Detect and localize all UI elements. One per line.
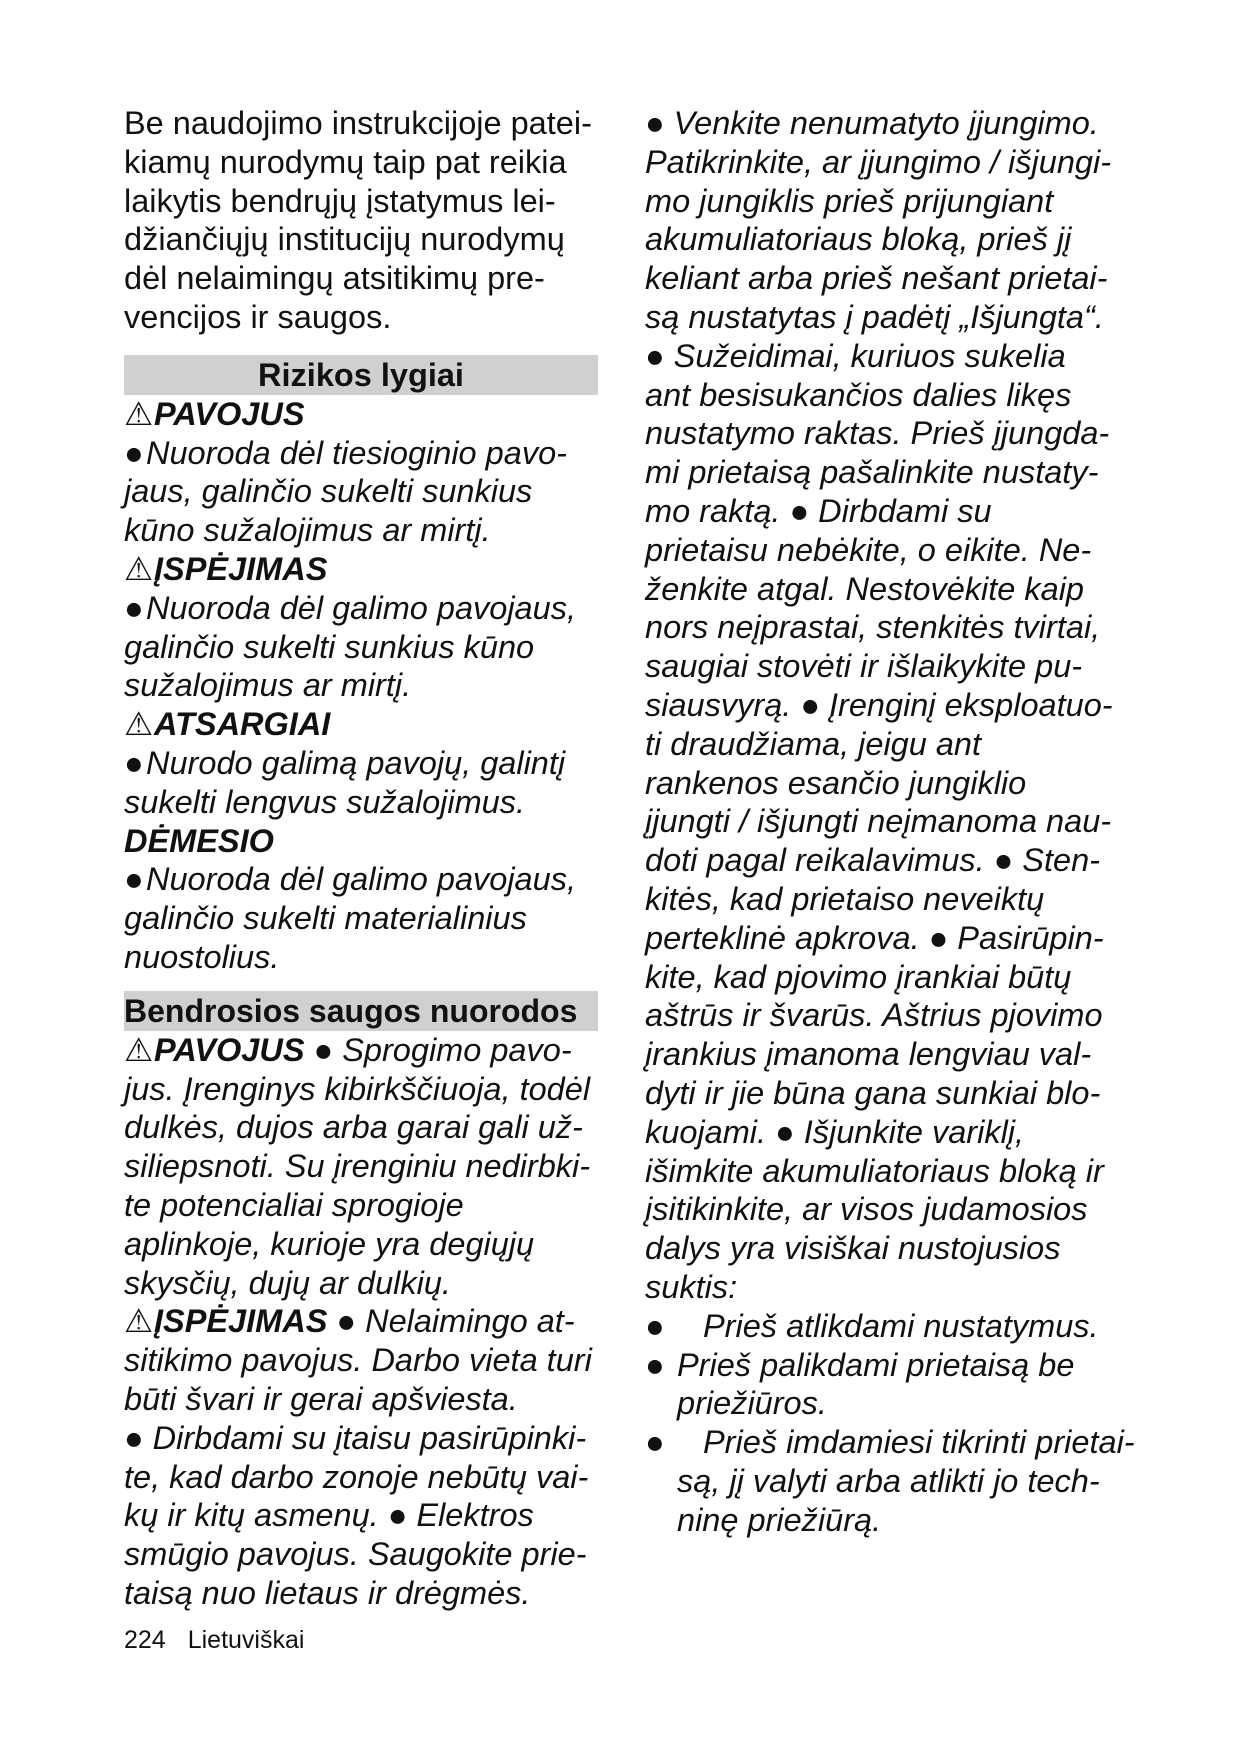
warning-triangle-icon: ⚠ [124, 706, 154, 743]
text-line: prietaisu nebėkite, o eikite. Ne- [645, 531, 1092, 568]
text-line: Patikrinkite, ar įjungimo / išjungi- [645, 143, 1112, 180]
list-item: ● Prieš imdamiesi tikrinti prietai- są, jį valyti arba atlikti jo tech- ninę priežiūrą. [645, 1424, 1135, 1538]
bullet-dot-icon: ● [124, 744, 144, 781]
text-line: mo jungiklis prieš prijungiant [645, 182, 1054, 219]
danger-level [124, 395, 598, 434]
bullet-line: sukelti lengvus sužalojimus. [124, 783, 526, 820]
text-line: įsitikinkite, ar visos judamosios [645, 1191, 1088, 1228]
caution-level [124, 705, 598, 744]
text-line: dulkės, dujos arba garai gali už- [124, 1109, 583, 1146]
list-item: ● Prieš palikdami prietaisą be priežiūros. [645, 1346, 1075, 1422]
bullet-line: ●Nuoroda dėl galimo pavojaus, [124, 861, 576, 898]
text-line: jus. Įrenginys kibirkščiuoja, todėl [124, 1070, 591, 1107]
text-line: kitės, kad prietaiso neveiktų [645, 880, 1045, 917]
intro-line: džiančiųjų institucijų nurodymų [124, 221, 565, 258]
warning-triangle-icon: ⚠ [124, 550, 154, 587]
text-line: rankenos esančio jungiklio [645, 764, 1027, 801]
left-column [124, 104, 598, 1613]
bullet-line: galinčio sukelti sunkius kūno [124, 628, 535, 665]
caution-description [124, 744, 598, 822]
text-line: akumuliatoriaus bloką, prieš jį [645, 221, 1072, 258]
shutdown-conditions-list [645, 1307, 1157, 1540]
text-line: įjungti / išjungti neįmanoma nau- [645, 803, 1112, 840]
bullet-dot-icon: ● [327, 1303, 357, 1340]
bullet-dot-icon: ● [124, 589, 144, 626]
text-line: doti pagal reikalavimus. ● Sten- [645, 842, 1100, 879]
warning-triangle-icon: ⚠ [124, 1303, 154, 1340]
text-line: skysčių, dujų ar dulkių. [124, 1264, 451, 1301]
warning-triangle-icon: ⚠ [124, 1031, 154, 1068]
text-line: išimkite akumuliatoriaus bloką ir [645, 1152, 1104, 1189]
text-line: ⚠ĮSPĖJIMAS ● Nelaimingo at- [124, 1303, 575, 1340]
text-line: ženkite atgal. Nestovėkite kaip [645, 570, 1084, 607]
warning-triangle-icon: ⚠ [124, 395, 154, 432]
text-line: įrankius įmanoma lengviau val- [645, 1036, 1092, 1073]
intro-line: laikytis bendrųjų įstatymus lei- [124, 182, 556, 219]
page-number: 224 [124, 1626, 166, 1654]
bullet-dot-icon: ● [304, 1031, 334, 1068]
danger-description [124, 434, 598, 550]
general-danger-marker: ⚠PAVOJUS [124, 1031, 305, 1068]
text-line: ant besisukančios dalies likęs [645, 376, 1072, 413]
intro-line: dėl nelaimingų atsitikimų pre- [124, 260, 545, 297]
text-line: ti draudžiama, jeigu ant [645, 725, 982, 762]
bullet-dot-icon: ● [645, 1424, 665, 1461]
text-line: kų ir kitų asmenų. ● Elektros [124, 1497, 534, 1534]
bullet-line: sužalojimus ar mirtį. [124, 667, 412, 704]
intro-paragraph [124, 104, 598, 337]
text-line: siausvyrą. ● Įrenginį eksploatuo- [645, 686, 1113, 723]
text-line: taisą nuo lietaus ir drėgmės. [124, 1574, 531, 1611]
page-footer [124, 1626, 304, 1655]
right-column [645, 104, 1157, 1539]
text-line: keliant arba prieš nešant prietai- [645, 260, 1108, 297]
text-line: dalys yra visiškai nustojusios [645, 1230, 1061, 1267]
bullet-dot-icon: ● [645, 1307, 665, 1344]
bullet-line: ●Nurodo galimą pavojų, galintį [124, 744, 566, 781]
bullet-dot-icon: ● [124, 434, 144, 471]
bullet-dot-icon: ● [124, 861, 144, 898]
warning-label: ĮSPĖJIMAS [154, 550, 328, 587]
risk-levels-heading: Rizikos lygiai [124, 355, 598, 395]
general-safety-heading: Bendrosios saugos nuorodos [124, 991, 598, 1031]
caution-label: ATSARGIAI [154, 706, 331, 743]
bullet-line: nuostolius. [124, 938, 280, 975]
text-line: te potencialiai sprogioje [124, 1186, 464, 1223]
text-line: suktis: [645, 1268, 738, 1305]
general-warning-marker: ⚠ĮSPĖJIMAS [124, 1303, 328, 1340]
notice-description [124, 860, 598, 976]
text-line: ● Sužeidimai, kuriuos sukelia [645, 337, 1066, 374]
language-label: Lietuviškai [187, 1626, 305, 1654]
text-line: są nustatytas į padėtį „Išjungta“. [645, 298, 1104, 335]
bullet-line: galinčio sukelti materialinius [124, 900, 527, 937]
text-line: kite, kad pjovimo įrankiai būtų [645, 958, 1072, 995]
text-line: perteklinė apkrova. ● Pasirūpin- [645, 919, 1104, 956]
text-line: siliepsnoti. Su įrenginiu nedirbki- [124, 1148, 591, 1185]
text-line: te, kad darbo zonoje nebūtų vai- [124, 1458, 589, 1495]
text-line: kuojami. ● Išjunkite variklį, [645, 1113, 1025, 1150]
bullet-line: kūno sužalojimus ar mirtį. [124, 512, 491, 549]
bullet-line: ●Nuoroda dėl tiesioginio pavo- [124, 434, 567, 471]
text-line: sitikimo pavojus. Darbo vieta turi [124, 1342, 592, 1379]
warning-description [124, 589, 598, 705]
text-line: aplinkoje, kurioje yra degiųjų [124, 1225, 535, 1262]
text-line: ● Dirbdami su įtaisu pasirūpinki- [124, 1419, 587, 1456]
text-line: nors neįprastai, stenkitės tvirtai, [645, 609, 1101, 646]
intro-line: Be naudojimo instrukcijoje patei- [124, 105, 592, 141]
bullet-dot-icon: ● [645, 1346, 665, 1383]
text-line: smūgio pavojus. Saugokite prie- [124, 1536, 587, 1573]
text-line: saugiai stovėti ir išlaikykite pu- [645, 648, 1083, 685]
notice-level: DĖMESIO [124, 822, 274, 859]
text-line: aštrūs ir švarūs. Aštrius pjovimo [645, 997, 1103, 1034]
list-item: ● Prieš atlikdami nustatymus. [645, 1307, 1099, 1344]
intro-line: vencijos ir saugos. [124, 298, 392, 335]
text-line: mi prietaisą pašalinkite nustaty- [645, 454, 1099, 491]
text-line: nustatymo raktas. Prieš įjungda- [645, 415, 1110, 452]
text-line: būti švari ir gerai apšviesta. [124, 1380, 518, 1417]
text-line: mo raktą. ● Dirbdami su [645, 492, 992, 529]
bullet-line: ●Nuoroda dėl galimo pavojaus, [124, 589, 576, 626]
text-line: ⚠PAVOJUS ● Sprogimo pavo- [124, 1031, 572, 1068]
text-line: ● Venkite nenumatyto įjungimo. [645, 105, 1099, 141]
danger-label: PAVOJUS [154, 395, 305, 432]
general-safety-text [124, 1031, 598, 1613]
text-line: dyti ir jie būna gana sunkiai blo- [645, 1074, 1101, 1111]
warning-level [124, 550, 598, 589]
intro-line: kiamų nurodymų taip pat reikia [124, 143, 567, 180]
bullet-line: jaus, galinčio sukelti sunkius [124, 473, 533, 510]
